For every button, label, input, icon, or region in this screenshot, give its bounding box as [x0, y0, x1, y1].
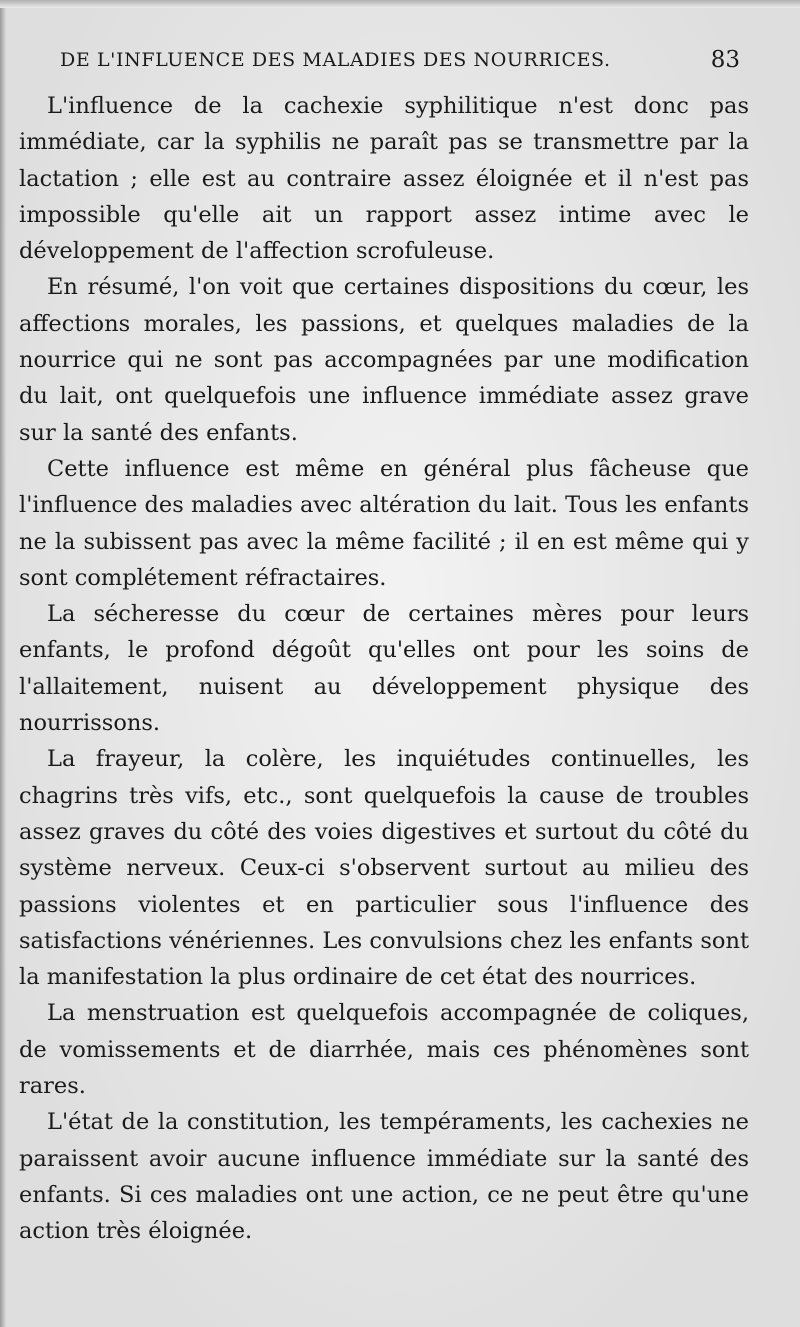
- paragraph-constitution: L'état de la constitution, les tempéraments, les cachexies ne paraissent avoir aucune influence immédiate sur la santé des enfants. Si ces maladies ont une action, ce ne peut être qu'une action très éloignée.: [19, 1109, 749, 1245]
- page-binding-edge: [0, 0, 6, 1327]
- running-header: [60, 40, 740, 80]
- paragraph-secheresse: La sécheresse du cœur de certaines mères pour leurs enfants, le profond dégoût qu'elles ont pour les soins de l'allaitement, nuisent au développement physique des nourrissons.: [19, 601, 749, 737]
- body-text: [19, 88, 749, 1250]
- running-title: DE L'INFLUENCE DES MALADIES DES NOURRICES.: [60, 49, 611, 71]
- paragraph-syphilis: L'influence de la cachexie syphilitique n'est donc pas immédiate, car la syphilis ne paraît pas se transmettre par la lactation ; elle est au contraire assez éloignée et il n'est pas impossible qu'elle ait un rapport assez intime avec le développement de l'affection scrofuleuse.: [19, 93, 749, 265]
- page-top-edge: [0, 0, 800, 8]
- paragraph-menstruation: La menstruation est quelquefois accompagnée de coliques, de vomissements et de diarrhée, mais ces phénomènes sont rares.: [19, 1000, 749, 1100]
- paragraph-influence: Cette influence est même en général plus fâcheuse que l'influence des maladies avec altération du lait. Tous les enfants ne la subissent pas avec la même facilité ; il en est même qui y sont complétement réfractaires.: [19, 455, 749, 591]
- paragraph-resume: En résumé, l'on voit que certaines dispositions du cœur, les affections morales, les passions, et quelques maladies de la nourrice qui ne sont pas accompagnées par une modification du lait, ont quelquefois une influence immédiate assez grave sur la santé des enfants.: [19, 274, 749, 446]
- page-number: 83: [710, 47, 740, 73]
- paragraph-frayeur: La frayeur, la colère, les inquiétudes continuelles, les chagrins très vifs, etc., sont quelquefois la cause de troubles assez graves du côté des voies digestives et surtout du côté du système nerveux. Ceux-ci s'observent surtout au milieu des passions violentes et en particulier sous l'influence des satisfactions vénériennes. Les convulsions chez les enfants sont la manifestation la plus ordinaire de cet état des nourrices.: [19, 746, 749, 991]
